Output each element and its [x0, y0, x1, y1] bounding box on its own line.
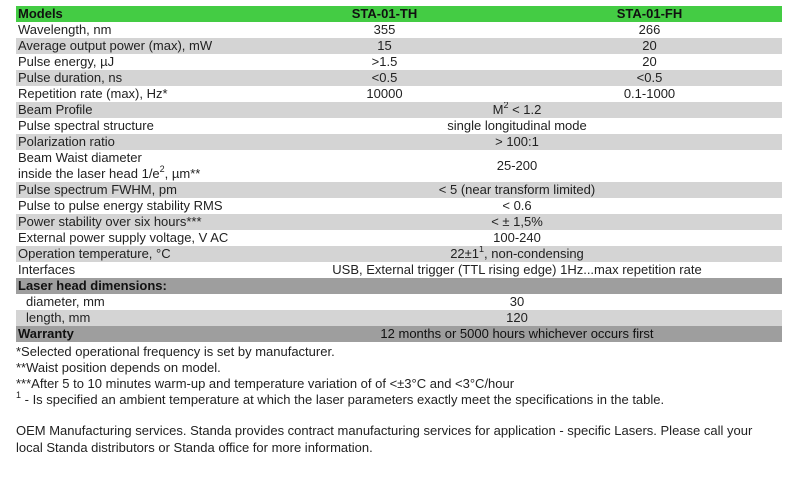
footnote — [16, 392, 782, 408]
specification-table — [16, 6, 782, 342]
table-row — [16, 182, 782, 198]
table-row — [16, 38, 782, 54]
row-label: Pulse spectral structure — [16, 118, 252, 134]
table-header-row — [16, 6, 782, 22]
row-label: diameter, mm — [16, 294, 252, 310]
beam-profile-value — [252, 102, 782, 118]
table-row — [16, 294, 782, 310]
row-label: length, mm — [16, 310, 252, 326]
beam-waist-label-unit: , µm** — [164, 166, 201, 181]
table-row — [16, 118, 782, 134]
value-fh: 0.1-1000 — [517, 86, 782, 102]
footnote-marker: 1 — [16, 390, 22, 400]
section-header-dimensions — [16, 278, 782, 294]
table-row — [16, 22, 782, 38]
operation-value-sup: 1 — [479, 246, 485, 254]
table-row — [16, 262, 782, 278]
row-label: Pulse energy, µJ — [16, 54, 252, 70]
footnote: ***After 5 to 10 minutes warm-up and temperature variation of of <±3°C and <3°C/hour — [16, 376, 515, 391]
table-row — [16, 70, 782, 86]
warranty-label: Warranty — [16, 326, 252, 342]
operation-value-main: 22±1 — [450, 246, 480, 261]
table-row — [16, 310, 782, 326]
value-fh: 20 — [517, 38, 782, 54]
model-sta-01-fh: STA-01-FH — [517, 6, 782, 22]
operation-value-note: , non-condensing — [484, 246, 584, 261]
table-row — [16, 102, 782, 118]
row-label: Polarization ratio — [16, 134, 252, 150]
value-fh: <0.5 — [517, 70, 782, 86]
table-row — [16, 198, 782, 214]
row-label: Wavelength, nm — [16, 22, 252, 38]
value-th: 15 — [252, 38, 517, 54]
row-value: 25-200 — [252, 150, 782, 182]
row-label: Pulse duration, ns — [16, 70, 252, 86]
beam-waist-label — [16, 150, 252, 182]
table-row — [16, 54, 782, 70]
table-row — [16, 246, 782, 262]
row-label: Beam Profile — [16, 102, 252, 118]
beam-waist-label-text: inside the laser head 1/e — [18, 166, 160, 181]
warranty-value: 12 months or 5000 hours whichever occurs first — [252, 326, 782, 342]
row-label: Interfaces — [16, 262, 252, 278]
table-row — [16, 150, 782, 182]
section-title: Laser head dimensions: — [16, 278, 782, 294]
row-value: < 5 (near transform limited) — [252, 182, 782, 198]
row-value: 100-240 — [252, 230, 782, 246]
table-row — [16, 86, 782, 102]
row-value: USB, External trigger (TTL rising edge) 1Hz...max repetition rate — [252, 262, 782, 278]
footnote-text: - Is specified an ambient temperature at which the laser parameters exactly meet the specifications in the table. — [21, 392, 665, 407]
row-label: Pulse spectrum FWHM, pm — [16, 182, 252, 198]
operation-temperature-value — [252, 246, 782, 262]
value-th: 355 — [252, 22, 517, 38]
beam-profile-suffix: < 1.2 — [508, 102, 542, 117]
value-fh: 266 — [517, 22, 782, 38]
table-row — [16, 134, 782, 150]
value-th: <0.5 — [252, 70, 517, 86]
models-label: Models — [16, 6, 252, 22]
warranty-row — [16, 326, 782, 342]
table-row — [16, 230, 782, 246]
row-label: Average output power (max), mW — [16, 38, 252, 54]
footnote: *Selected operational frequency is set by manufacturer. — [16, 344, 335, 359]
row-label: Repetition rate (max), Hz* — [16, 86, 252, 102]
row-value: < ± 1,5% — [252, 214, 782, 230]
row-label: Operation temperature, °C — [16, 246, 252, 262]
row-value: > 100:1 — [252, 134, 782, 150]
beam-profile-prefix: M — [492, 102, 504, 117]
row-value: < 0.6 — [252, 198, 782, 214]
beam-profile-sup: 2 — [503, 102, 509, 110]
row-label: Power stability over six hours*** — [16, 214, 252, 230]
row-value: 30 — [252, 294, 782, 310]
value-fh: 20 — [517, 54, 782, 70]
oem-paragraph: OEM Manufacturing services. Standa provides contract manufacturing services for application - specific Lasers. Please call your local Standa distributors or Standa office for more information. — [16, 423, 753, 455]
footnotes — [16, 344, 782, 408]
row-label: Pulse to pulse energy stability RMS — [16, 198, 252, 214]
value-th: >1.5 — [252, 54, 517, 70]
row-value: 120 — [252, 310, 782, 326]
beam-waist-label-line1: Beam Waist diameter — [18, 150, 142, 165]
beam-waist-label-sup: 2 — [159, 164, 165, 174]
table-row — [16, 214, 782, 230]
footnote: **Waist position depends on model. — [16, 360, 221, 375]
row-value: single longitudinal mode — [252, 118, 782, 134]
model-sta-01-th: STA-01-TH — [252, 6, 517, 22]
value-th: 10000 — [252, 86, 517, 102]
spec-sheet — [16, 6, 782, 456]
beam-waist-label-line2 — [18, 166, 250, 182]
row-label: External power supply voltage, V AC — [16, 230, 252, 246]
